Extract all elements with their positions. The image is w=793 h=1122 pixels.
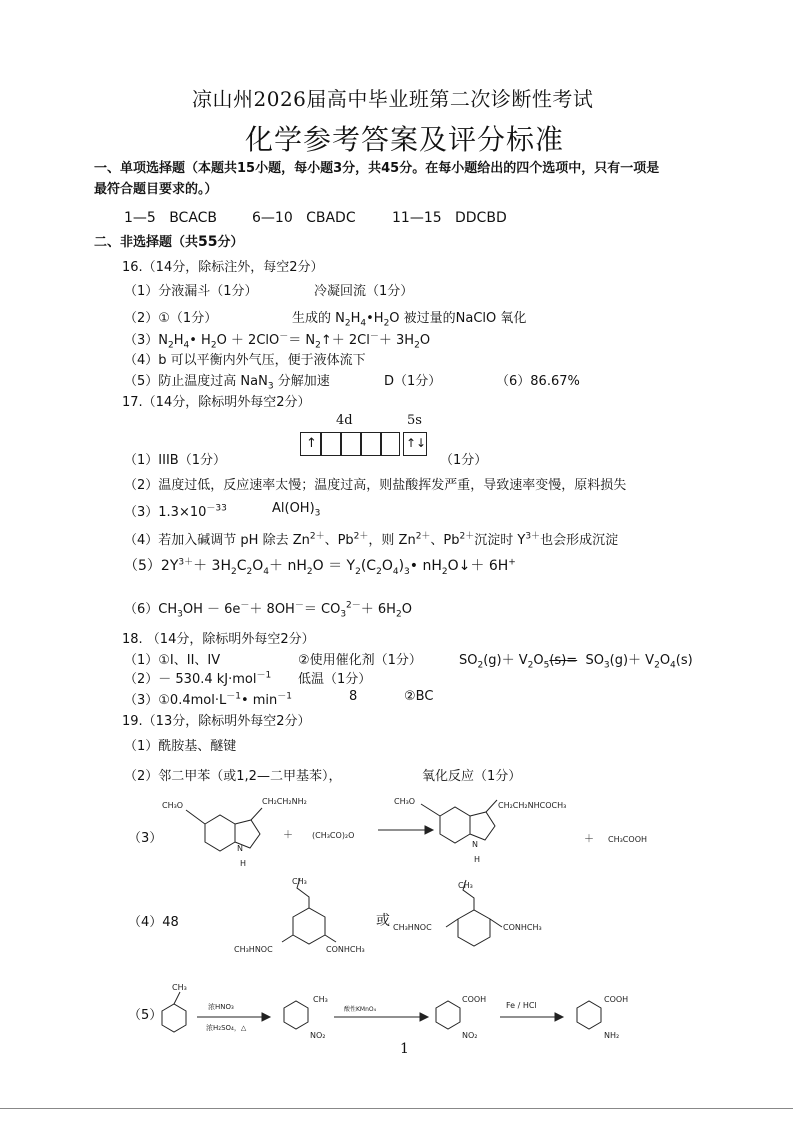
q17-a2: （2）温度过低，反应速率太慢；温度过高，则盐酸挥发严重，导致速率变慢，原料损失	[124, 478, 627, 493]
q18-a3: $(3)①0.4mol\cdot L^{-1}•$ $\min^{-1}$	[124, 691, 293, 708]
isomer1-ring	[293, 908, 325, 944]
page-number: 1	[400, 1041, 409, 1057]
q19-a4-or: 或	[376, 913, 390, 929]
reagent-hno3: 浓HNO₃	[208, 1003, 234, 1011]
label-anhydride: (CH₃CO)₂O	[312, 831, 355, 840]
q17-a1b: （1分）	[440, 453, 488, 468]
electron-pair-arrows: ↑↓	[406, 436, 427, 450]
q18-a1: （1）①I、II、IV	[124, 653, 221, 668]
q18-a2b: 低温（1分）	[298, 672, 372, 687]
q19-a4: （4）48	[128, 915, 179, 930]
reagent-h2so4: 浓H₂SO₄，△	[206, 1024, 247, 1032]
q16-a2: （2）①（1分）	[124, 311, 218, 326]
q18-a1b: ②使用催化剂（1分）	[298, 653, 422, 668]
orbital-diagram-5s	[403, 432, 427, 456]
q17-a6: $(6)CH_3OH - 6e^-+ 8OH^-= CO_3^{2-}+ 6H_2O$	[124, 600, 412, 620]
label-no2-2: NO₂	[462, 1031, 478, 1040]
product-pyrrole-ring	[470, 812, 495, 840]
q16-a5: （5）防止温度过高 NaN$_3$ 分解加速	[124, 374, 330, 392]
section1-heading-cont: 最符合题目要求的。）	[94, 182, 218, 197]
reactant-benzene-ring	[205, 815, 235, 851]
label-ch2ch2nh2: CH₂CH₂NH₂	[262, 797, 307, 806]
label-cooh-1: COOH	[462, 995, 487, 1004]
q18-equation: $SO_2(g)+ V_2O_5(s)= SO_3(g)+ V_2O_4(s)$	[459, 653, 693, 671]
label-n-2: N	[472, 840, 478, 849]
label-h-2: H	[474, 855, 481, 864]
label-plus-2: ＋	[584, 834, 594, 845]
label-cooh-2: COOH	[604, 995, 629, 1004]
orbital-5s-label: 5s	[407, 413, 422, 428]
label-ch3-toluene: CH₃	[172, 983, 187, 992]
q19-a3: （3）	[128, 831, 163, 846]
mc-answers-1: 1—5 BCACB	[124, 210, 218, 226]
q18-heading: 18. （14分，除标明外每空2分）	[122, 632, 315, 647]
q16-a4: （4）b 可以平衡内外气压，便于液体流下	[124, 353, 366, 368]
q17-a3b: $Al(OH)_3$	[272, 501, 321, 519]
nitrotoluene-ring	[284, 1001, 308, 1029]
product-benzene-ring	[440, 807, 470, 843]
aminobenzoic-acid-ring	[577, 1001, 601, 1029]
q16-a3: $(3)N_2H_4•$ $H_2O + 2ClO^-=$ $N_2↑+ 2Cl^-+ 3H_2O$	[124, 331, 431, 351]
orbital-4d-label: 4d	[336, 413, 353, 428]
q17-a1: （1）IIIB（1分）	[124, 453, 226, 468]
q16-a6: （6）86.67%	[496, 374, 580, 389]
q19-a5: （5）	[128, 1008, 163, 1023]
mc-answers-2: 6—10 CBADC	[252, 210, 356, 226]
q18-a3c: ②BC	[404, 689, 434, 704]
q19-a2: （2）邻二甲苯（或1,2—二甲基苯），	[124, 769, 342, 784]
reaction-structures	[0, 780, 793, 1080]
label-conhch3-iso2: CONHCH₃	[503, 923, 542, 932]
q16-a5b: D（1分）	[384, 374, 442, 389]
label-nh2: NH₂	[604, 1031, 620, 1040]
q17-a5: $(5)2Y^{3+}+ 3H_2C_2O_4+ nH_2O$ ＝ $Y_2(C_2O_4)_3•$ $nH_2O↓+ 6H^+$	[124, 557, 516, 577]
q16-heading: 16.（14分，除标注外，每空2分）	[122, 260, 324, 275]
q17-a4: （4）若加入碱调节 pH 除去 $Zn^{2+}$、$Pb^{2+}$，则 $Zn^{2+}$、$Pb^{2+}$沉淀时 $Y^{3+}$也会形成沉淀	[124, 531, 619, 548]
electron-up-arrow: ↑	[306, 436, 317, 451]
label-conhch3-iso1: CONHCH₃	[326, 945, 365, 954]
label-acetic-acid: CH₃COOH	[608, 835, 648, 844]
label-no2-1: NO₂	[310, 1031, 326, 1040]
q19-a1: （1）酰胺基、醚键	[124, 739, 237, 754]
q17-heading: 17.（14分，除标明外每空2分）	[122, 395, 311, 410]
mc-answers-3: 11—15 DDCBD	[392, 210, 507, 226]
reagent-kmno4: 酸性KMnO₄	[344, 1006, 377, 1013]
label-ch3o: CH₃O	[162, 801, 184, 810]
q19-heading: 19.（13分，除标明外每空2分）	[122, 714, 311, 729]
label-plus-1: ＋	[283, 830, 293, 841]
toluene-ring	[162, 1004, 186, 1032]
isomer2-ring	[458, 910, 490, 946]
label-ch3-iso2: CH₃	[458, 881, 473, 890]
label-ch3-iso1: CH₃	[292, 877, 307, 886]
label-h: H	[240, 859, 247, 868]
document-title: 化学参考答案及评分标准	[245, 123, 565, 156]
q18-a3b: 8	[349, 689, 358, 704]
label-ch3o-2: CH₃O	[394, 797, 416, 806]
q18-a2: （2）－ 530.4 kJ·mol$^{-1}$	[124, 670, 272, 687]
exam-title: 凉山州2026届高中毕业班第二次诊断性考试	[192, 87, 594, 111]
reagent-fe-hcl: Fe / HCl	[506, 1001, 537, 1010]
page-bottom-divider	[0, 1108, 793, 1109]
q16-a1b: 冷凝回流（1分）	[314, 284, 414, 299]
nitrobenzoic-acid-ring	[436, 1001, 460, 1029]
section1-heading: 一、单项选择题（本题共15小题，每小题3分，共45分。在每小题给出的四个选项中，只有一项是	[94, 161, 660, 176]
q16-a1: （1）分液漏斗（1分）	[124, 284, 258, 299]
label-ch3hnoc-iso2: CH₃HNOC	[393, 923, 432, 932]
label-ch3hnoc-iso1: CH₃HNOC	[234, 945, 273, 954]
q17-a3: $(3)1.3\times 10^{-33}$	[124, 503, 227, 520]
q19-a2b: 氧化反应（1分）	[422, 769, 522, 784]
section2-heading: 二、非选择题（共55分）	[94, 234, 244, 250]
label-n: N	[237, 844, 243, 853]
label-amide: CH₂CH₂NHCOCH₃	[498, 801, 567, 810]
label-ch3-nitro: CH₃	[313, 995, 328, 1004]
q16-a2b: 生成的 $N_2H_4•H_2O$ 被过量的NaClO 氧化	[292, 311, 527, 329]
